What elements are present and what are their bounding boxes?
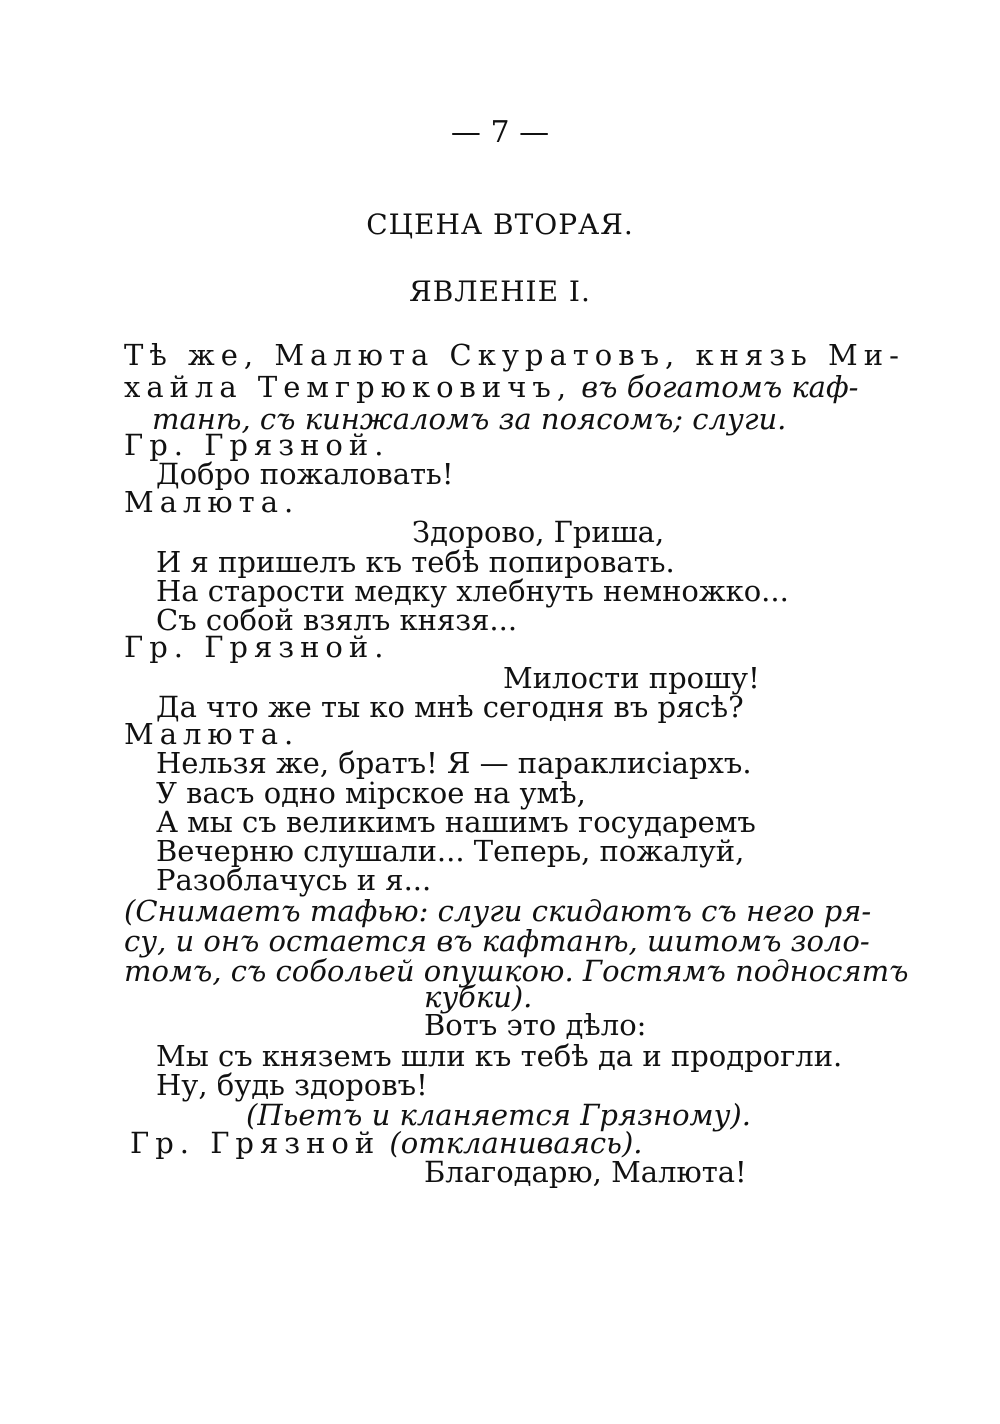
dialogue-line: Вотъ это дѣло: — [424, 1008, 647, 1042]
speaker-name: Малюта. — [124, 717, 300, 751]
dialogue-line: Здорово, Гриша, — [412, 515, 665, 549]
stage-direction-line: (Снимаетъ тафью: слуги скидаютъ съ него ря- — [124, 894, 872, 928]
cast-line-2 — [124, 370, 858, 404]
dialogue-line: Вечерню слушали... Теперь, пожалуй, — [156, 834, 745, 868]
cast-line-2-direction: въ богатомъ каф- — [581, 370, 859, 404]
stage-direction-line: (Пьетъ и кланяется Грязному). — [246, 1098, 751, 1132]
scene-title: СЦЕНА ВТОРАЯ. — [366, 208, 634, 241]
dialogue-line: На старости медку хлебнуть немножко... — [156, 574, 789, 608]
dialogue-line: Мы съ княземъ шли къ тебѣ да и продрогли. — [156, 1039, 843, 1073]
stage-direction-line: томъ, съ собольей опушкою. Гостямъ подносятъ — [124, 954, 909, 988]
dialogue-line: Да что же ты ко мнѣ сегодня въ рясѣ? — [156, 690, 744, 724]
page-number: — 7 — — [450, 115, 550, 150]
speaker-direction: (откланиваясь). — [389, 1126, 643, 1160]
dialogue-line: Милости прошу! — [503, 661, 760, 695]
dialogue-line: А мы съ великимъ нашимъ государемъ — [156, 805, 756, 839]
stage-direction-line: су, и онъ остается въ кафтанѣ, шитомъ золо- — [124, 924, 870, 958]
dialogue-line: У васъ одно мірское на умѣ, — [156, 776, 586, 810]
dialogue-line: И я пришелъ къ тебѣ попировать. — [156, 545, 675, 579]
speaker-name: Гр. Грязной — [130, 1126, 381, 1160]
cast-line-1: Тѣ же, Малюта Скуратовъ, князь Ми- — [124, 338, 905, 372]
dialogue-line: Нельзя же, братъ! Я — параклисіархъ. — [156, 746, 752, 780]
dialogue-line: Благодарю, Малюта! — [424, 1155, 747, 1189]
act-title: ЯВЛЕНІЕ I. — [409, 275, 591, 308]
speaker-name: Гр. Грязной. — [124, 428, 390, 462]
stage-direction-line: кубки). — [424, 980, 533, 1014]
speaker-name: Гр. Грязной. — [124, 630, 390, 664]
speaker-name: Малюта. — [124, 485, 300, 519]
dialogue-line: Добро пожаловать! — [156, 457, 454, 491]
cast-line-3: танѣ, съ кинжаломъ за поясомъ; слуги. — [152, 402, 787, 436]
dialogue-line: Ну, будь здоровъ! — [156, 1068, 428, 1102]
dialogue-line: Съ собой взялъ князя... — [156, 603, 518, 637]
dialogue-line: Разоблачусь и я... — [156, 863, 432, 897]
cast-line-2-names: хайла Темгрюковичъ, — [124, 370, 573, 404]
